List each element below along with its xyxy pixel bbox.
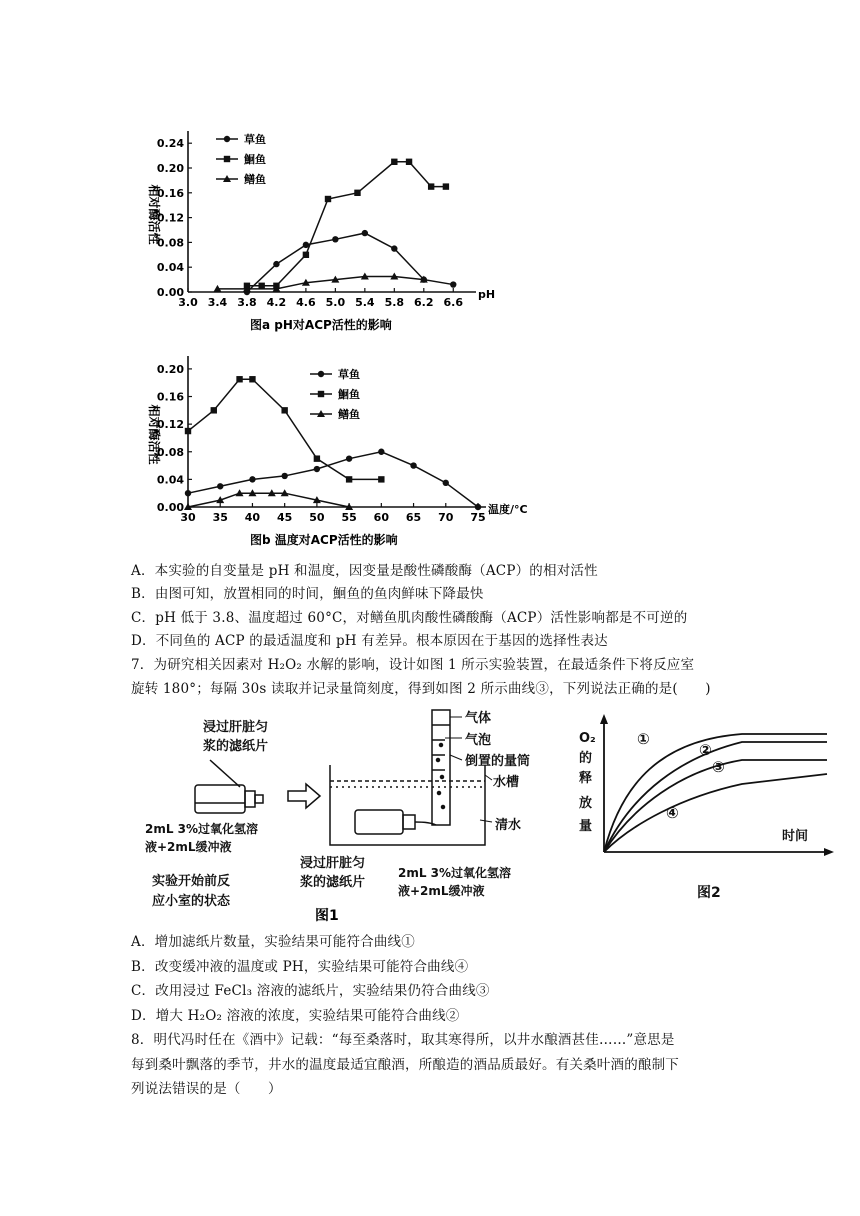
legend-marker bbox=[224, 156, 230, 162]
x-tick-label: 70 bbox=[438, 511, 454, 524]
series-0-point bbox=[249, 476, 255, 482]
x-tick-label: 30 bbox=[180, 511, 196, 524]
series-0-point bbox=[346, 455, 352, 461]
reaction-chamber-submerged bbox=[355, 810, 436, 834]
series-0-point bbox=[314, 466, 320, 472]
q8-stem-line1: 8．明代冯时任在《酒中》记载：“每至桑落时，取其寒得所，以井水酿酒甚佳……”意思是 bbox=[131, 1032, 675, 1048]
series-1-point bbox=[391, 159, 397, 165]
q8-stem-line3: 列说法错误的是（ ） bbox=[131, 1081, 282, 1097]
q7-option-b: B．改变缓冲液的温度或 PH，实验结果可能符合曲线④ bbox=[131, 959, 469, 975]
x-axis-label: 温度/°C bbox=[488, 503, 528, 516]
series-1-point bbox=[428, 183, 434, 189]
curve-3-label: ③ bbox=[712, 758, 725, 776]
series-1-point bbox=[258, 283, 264, 289]
fig2-ylabel-1: O₂ bbox=[579, 731, 596, 746]
series-0-point bbox=[475, 504, 481, 510]
label-solution-left-1: 2mL 3%过氧化氢溶 bbox=[145, 822, 259, 836]
x-tick-label: 6.2 bbox=[414, 296, 434, 309]
series-0-point bbox=[378, 449, 384, 455]
y-tick-label: 0.16 bbox=[156, 390, 184, 404]
y-tick-label: 0.00 bbox=[156, 286, 184, 299]
x-tick-label: 75 bbox=[470, 511, 486, 524]
y-tick-label: 0.20 bbox=[156, 162, 184, 175]
series-1-point bbox=[406, 159, 412, 165]
series-1-point bbox=[314, 455, 320, 461]
x-tick-label: 3.4 bbox=[207, 296, 228, 309]
figure-2-caption: 图2 bbox=[697, 885, 721, 901]
series-1-point bbox=[281, 407, 287, 413]
label-filter-top-2: 浆的滤纸片 bbox=[203, 739, 269, 754]
q7-option-d: D．增大 H₂O₂ 溶液的浓度，实验结果可能符合曲线② bbox=[131, 1008, 460, 1024]
inverted-cylinder bbox=[432, 710, 450, 825]
label-filter-bottom-1: 浸过肝脏匀 bbox=[300, 856, 366, 871]
label-solution-right-2: 液+2mL缓冲液 bbox=[398, 884, 485, 898]
series-0-point bbox=[362, 230, 368, 236]
label-state-2: 应小室的状态 bbox=[152, 894, 231, 909]
q6-option-b: B．由图可知，放置相同的时间，鮰鱼的鱼肉鲜味下降最快 bbox=[131, 586, 484, 602]
x-tick-label: 60 bbox=[373, 511, 389, 524]
y-axis-label: 相对酶活性 bbox=[147, 184, 161, 245]
fig2-ylabel-3: 释 bbox=[579, 771, 593, 786]
fig2-ylabel-4: 放 bbox=[579, 796, 593, 811]
series-1-point bbox=[443, 183, 449, 189]
y-axis-label: 相对酶活性 bbox=[147, 404, 161, 465]
legend-marker bbox=[318, 391, 324, 397]
label-gas: 气体 bbox=[465, 711, 492, 726]
series-0-point bbox=[185, 490, 191, 496]
x-tick-label: 55 bbox=[341, 511, 357, 524]
figure-2-curves bbox=[572, 712, 834, 912]
figure-1-caption: 图1 bbox=[315, 908, 339, 924]
label-solution-right-1: 2mL 3%过氧化氢溶 bbox=[398, 866, 512, 880]
series-1-point bbox=[346, 476, 352, 482]
x-tick-label: 6.6 bbox=[443, 296, 464, 309]
label-bubble: 气泡 bbox=[465, 733, 492, 748]
x-tick-label: 45 bbox=[277, 511, 293, 524]
legend-label: 鳝鱼 bbox=[244, 173, 266, 186]
reaction-chamber-left bbox=[195, 760, 263, 813]
series-0-point bbox=[443, 480, 449, 486]
x-tick-label: 65 bbox=[405, 511, 422, 524]
y-tick-label: 0.12 bbox=[156, 211, 184, 225]
q7-option-a: A．增加滤纸片数量，实验结果可能符合曲线① bbox=[131, 934, 415, 950]
chart-b bbox=[140, 352, 560, 552]
series-1-point bbox=[249, 376, 255, 382]
series-0-point bbox=[217, 483, 223, 489]
series-0-point bbox=[450, 281, 456, 287]
y-tick-label: 0.00 bbox=[156, 501, 184, 514]
y-tick-label: 0.16 bbox=[156, 186, 184, 200]
x-tick-label: 3.0 bbox=[178, 296, 198, 309]
chart-a-caption: 图a pH对ACP活性的影响 bbox=[250, 318, 392, 332]
water-tank bbox=[330, 765, 485, 845]
legend-label: 鳝鱼 bbox=[338, 408, 360, 421]
x-tick-label: 3.8 bbox=[237, 296, 257, 309]
chart-b-caption: 图b 温度对ACP活性的影响 bbox=[250, 533, 398, 547]
q7-stem-line1: 7．为研究相关因素对 H₂O₂ 水解的影响，设计如图 1 所示实验装置，在最适条件下将反应室 bbox=[131, 657, 695, 673]
series-1-point bbox=[303, 252, 309, 258]
x-axis-label: pH bbox=[478, 288, 496, 301]
legend-label: 草鱼 bbox=[244, 133, 266, 146]
label-filter-bottom-2: 浆的滤纸片 bbox=[300, 875, 366, 890]
arrow-right-icon bbox=[288, 784, 320, 808]
q7-option-c: C．改用浸过 FeCl₃ 溶液的滤纸片，实验结果仍符合曲线③ bbox=[131, 983, 490, 999]
legend-marker bbox=[318, 371, 324, 377]
series-line-0 bbox=[188, 452, 478, 507]
x-tick-label: 40 bbox=[244, 511, 261, 524]
curve-4-label: ④ bbox=[666, 804, 679, 822]
series-0-point bbox=[273, 261, 279, 267]
series-1-point bbox=[185, 428, 191, 434]
x-tick-label: 5.4 bbox=[355, 296, 375, 309]
y-tick-label: 0.04 bbox=[156, 473, 184, 487]
q6-option-a: A．本实验的自变量是 pH 和温度，因变量是酸性磷酸酶（ACP）的相对活性 bbox=[131, 563, 598, 579]
legend-label: 草鱼 bbox=[338, 368, 360, 381]
figure-1-apparatus bbox=[140, 705, 580, 930]
series-1-point bbox=[325, 196, 331, 202]
label-cylinder: 倒置的量筒 bbox=[465, 754, 531, 769]
legend-label: 鮰鱼 bbox=[244, 153, 266, 166]
y-tick-label: 0.20 bbox=[156, 362, 184, 376]
x-tick-label: 5.0 bbox=[325, 296, 346, 309]
x-tick-label: 50 bbox=[309, 511, 325, 524]
legend-marker bbox=[224, 136, 230, 142]
label-tank: 水槽 bbox=[493, 775, 520, 790]
x-tick-label: 4.6 bbox=[296, 296, 316, 309]
legend-label: 鮰鱼 bbox=[338, 388, 360, 401]
series-1-point bbox=[236, 376, 242, 382]
fig2-ylabel-5: 量 bbox=[579, 819, 593, 834]
fig2-xlabel: 时间 bbox=[782, 829, 809, 844]
y-tick-label: 0.24 bbox=[156, 137, 184, 151]
series-0-point bbox=[332, 236, 338, 242]
series-0-point bbox=[410, 462, 416, 468]
y-tick-label: 0.04 bbox=[156, 261, 184, 275]
curve-2-label: ② bbox=[699, 741, 712, 759]
label-filter-top-1: 浸过肝脏匀 bbox=[203, 720, 269, 735]
series-0-point bbox=[281, 473, 287, 479]
series-1-point bbox=[378, 476, 384, 482]
chart-a bbox=[140, 125, 510, 335]
y-tick-label: 0.12 bbox=[156, 418, 184, 432]
series-1-point bbox=[211, 407, 217, 413]
label-solution-left-2: 液+2mL缓冲液 bbox=[145, 840, 232, 854]
x-tick-label: 5.8 bbox=[384, 296, 405, 309]
y-tick-label: 0.08 bbox=[156, 236, 184, 250]
x-tick-label: 35 bbox=[212, 511, 228, 524]
label-water: 清水 bbox=[495, 818, 522, 833]
x-tick-label: 4.2 bbox=[266, 296, 287, 309]
q6-option-d: D．不同鱼的 ACP 的最适温度和 pH 有差异。根本原因在于基因的选择性表达 bbox=[131, 633, 608, 649]
label-state-1: 实验开始前反 bbox=[152, 874, 231, 889]
q6-option-c: C．pH 低于 3.8、温度超过 60°C，对鳝鱼肌肉酸性磷酸酶（ACP）活性影响都是不可逆的 bbox=[131, 610, 688, 626]
series-1-point bbox=[354, 190, 360, 196]
fig2-ylabel-2: 的 bbox=[579, 751, 593, 766]
y-tick-label: 0.08 bbox=[156, 445, 184, 459]
series-0-point bbox=[391, 245, 397, 251]
q7-stem-line2: 旋转 180°；每隔 30s 读取并记录量筒刻度，得到如图 2 所示曲线③，下列说法正确的是( ) bbox=[131, 681, 711, 697]
curve-1-label: ① bbox=[637, 730, 650, 748]
q8-stem-line2: 每到桑叶飘落的季节，井水的温度最适宜酿酒，所酿造的酒品质最好。有关桑叶酒的酿制下 bbox=[131, 1057, 679, 1073]
